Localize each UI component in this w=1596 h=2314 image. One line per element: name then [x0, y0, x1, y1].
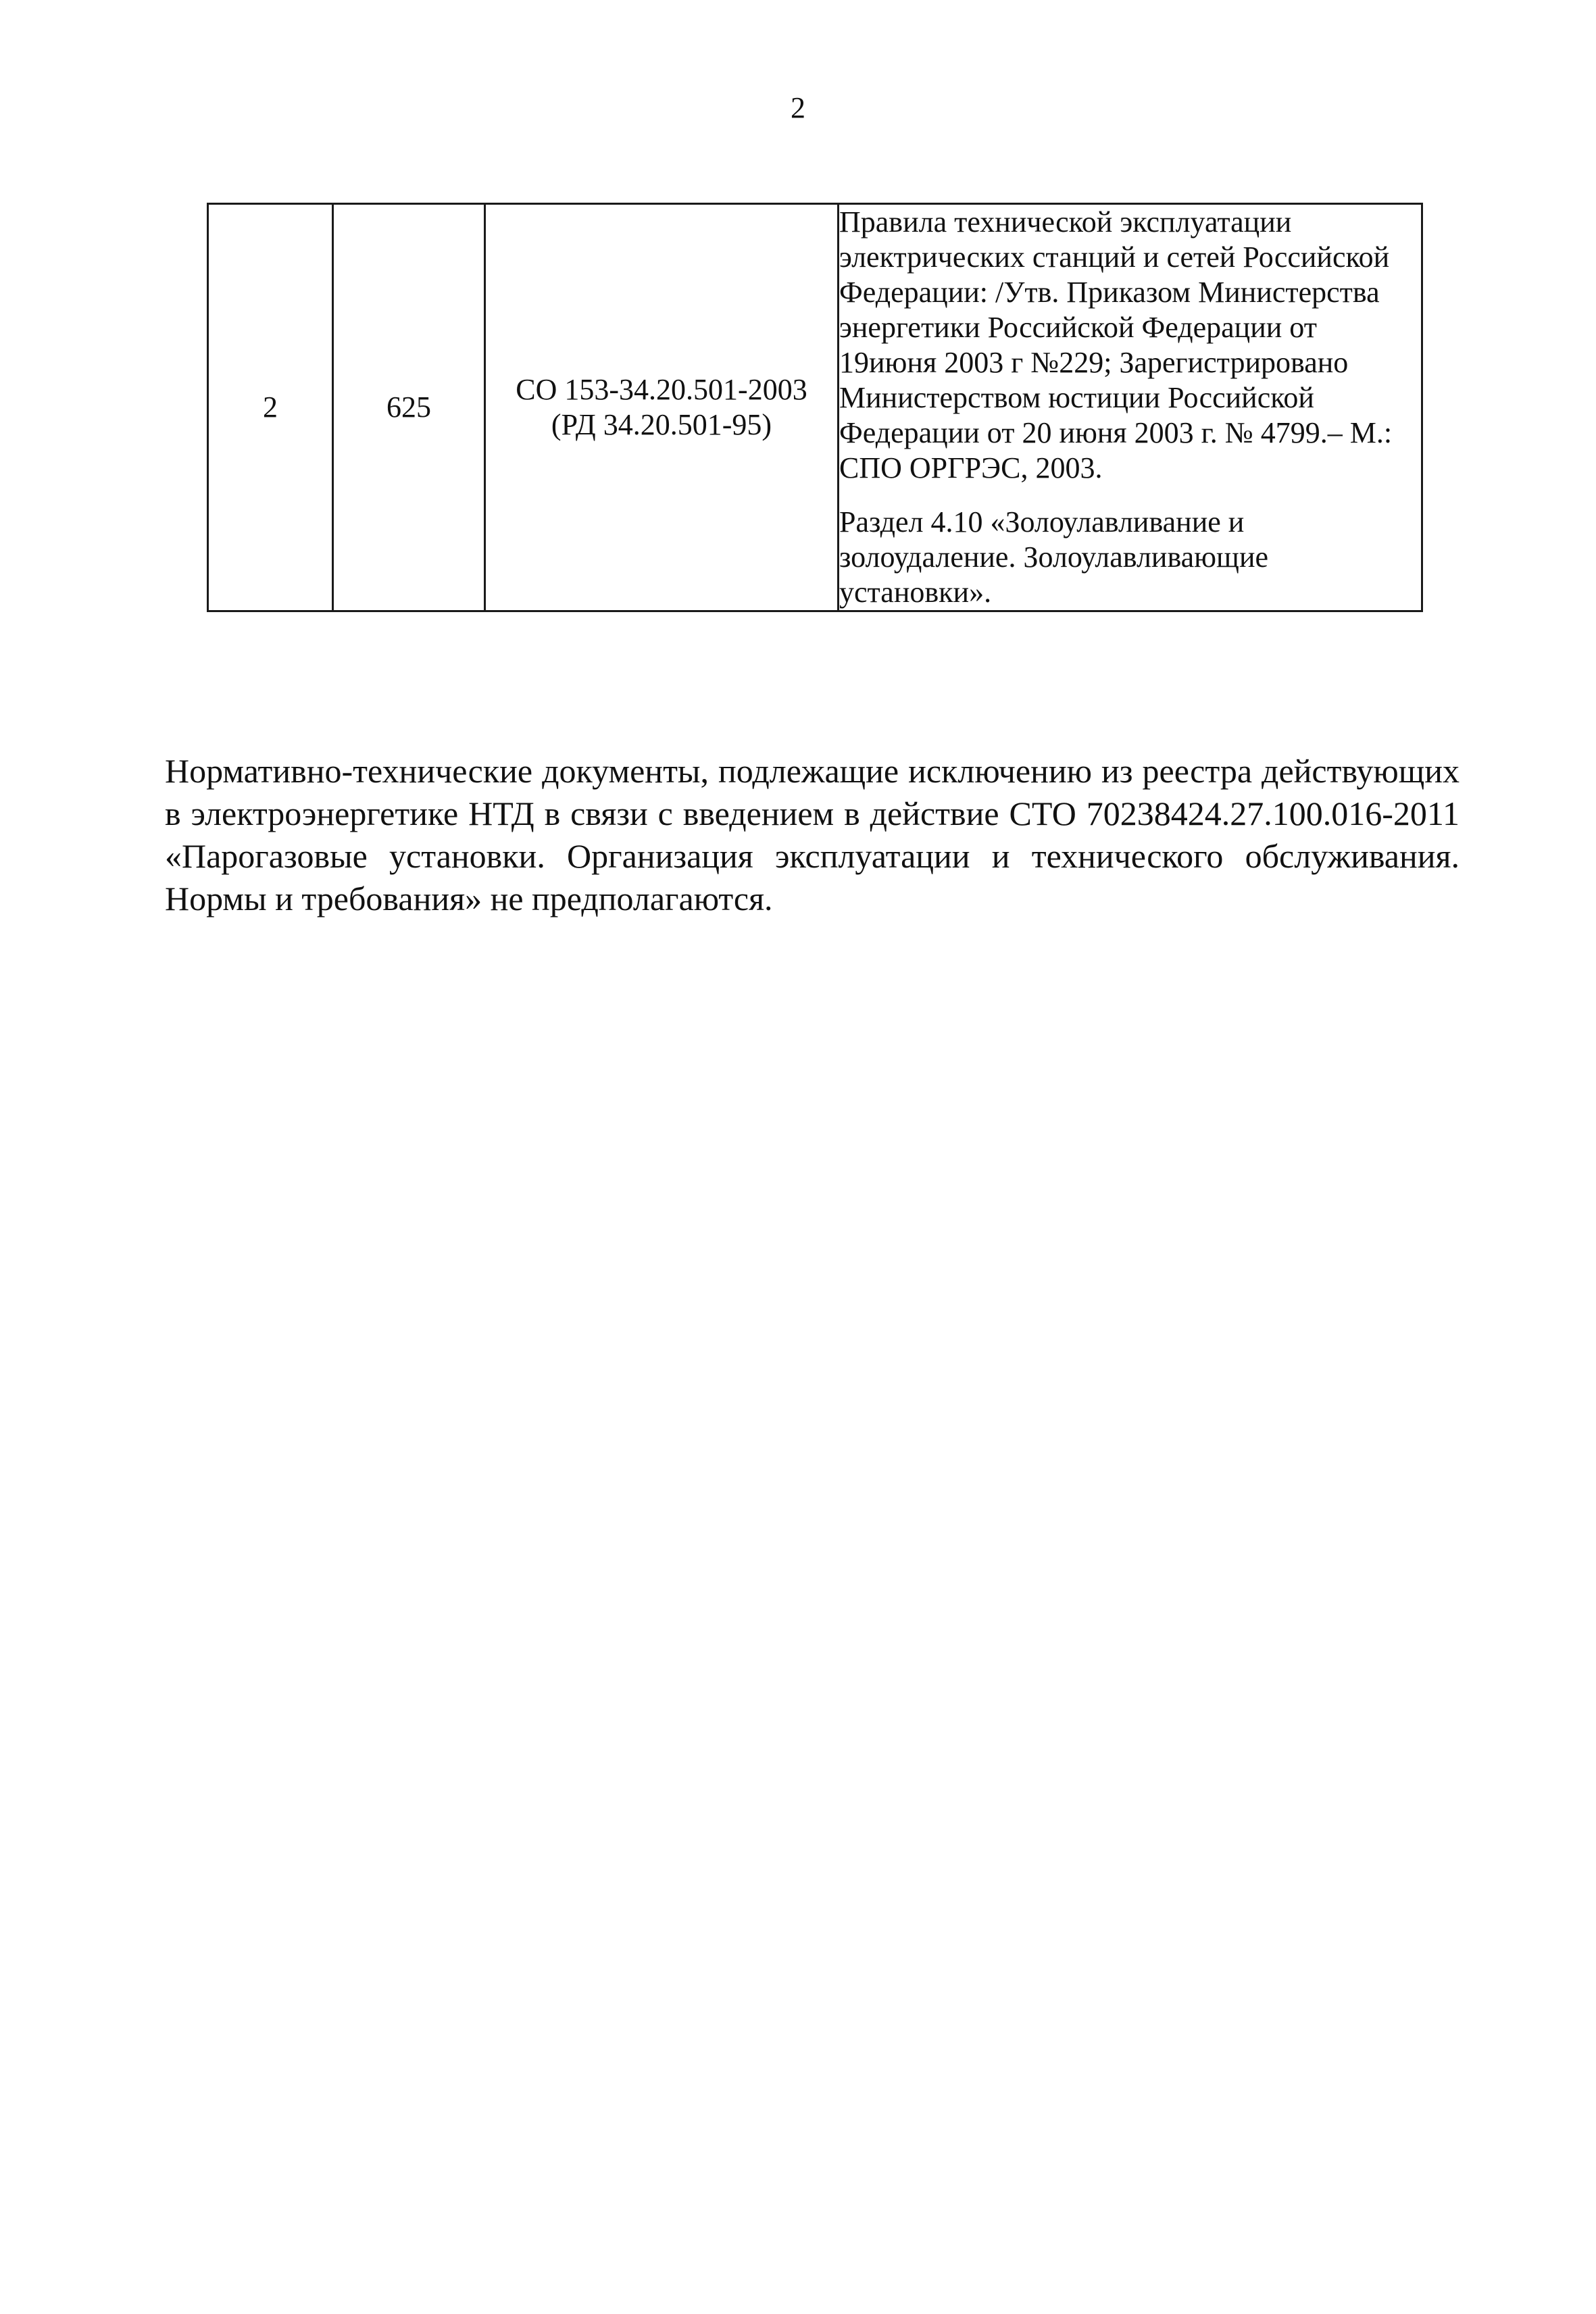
page-number: 2	[791, 91, 805, 124]
document-section: Раздел 4.10 «Золоулавливание и золоудаление. Золоулавливающие установки».	[839, 505, 1269, 609]
table-row	[208, 204, 1422, 611]
document-description-cell	[839, 204, 1422, 611]
row-number-cell: 2	[208, 204, 333, 611]
body-paragraph: Нормативно-технические документы, подлежащие исключению из реестра действующих в электроэнергетике НТД в связи с введением в действие СТО 70238424.27.100.016-2011 «Парогазовые установки. Организация эксплуатации и технического обслуживания. Нормы и требования» не предполагаются.	[165, 752, 1460, 917]
document-description: Правила технической эксплуатации электрических станций и сетей Российской Федерации: /Утв. Приказом Министерства энергетики Российской Федерации от 19июня 2003 г №229; Зарегистрировано Министерством юстиции Российской Федерации от 20 июня 2003 г. № 4799.– М.: СПО ОРГРЭС, 2003.	[839, 205, 1393, 484]
document-code: СО 153-34.20.501-2003	[516, 373, 807, 406]
document-code-alt: (РД 34.20.501-95)	[551, 408, 772, 441]
document-code-cell	[485, 204, 839, 611]
row-id-cell: 625	[333, 204, 485, 611]
document-table	[207, 203, 1423, 612]
